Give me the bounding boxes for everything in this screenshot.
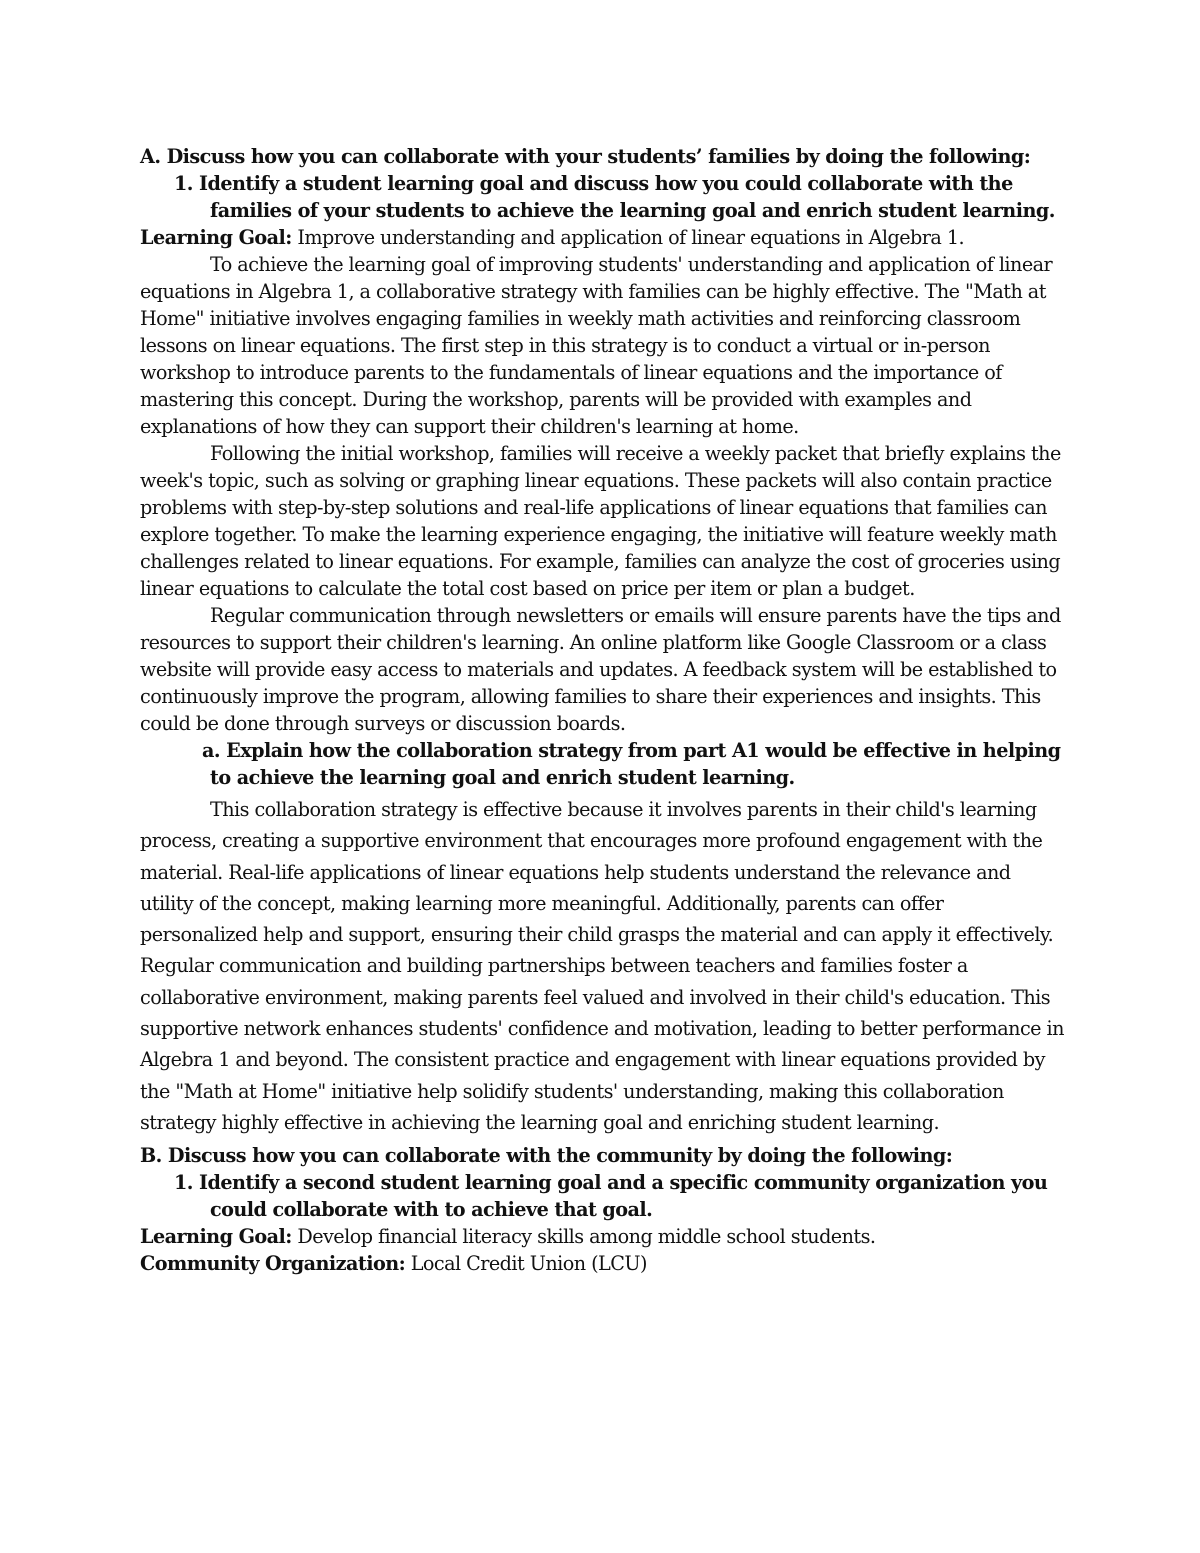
section-a-paragraph-2: Following the initial workshop, families will receive a weekly packet that briefly explains the week's topic, such as solving or graphing linear equations. These packets will also contain practice problems with step-by-step solutions and real-life applications of linear equations that families can explore together. To make the learning experience engaging, the initiative will feature weekly math challenges related to linear equations. For example, families can analyze the cost of groceries using linear equations to calculate the total cost based on price per item or plan a budget. (140, 442, 1061, 600)
section-a-heading: A. Discuss how you can collaborate with your students’ families by doing the following: (140, 145, 1031, 168)
section-b-org-label: Community Organization: (140, 1252, 406, 1276)
section-b-item-1: 1. Identify a second student learning goal and a specific community organization you could collaborate with to achieve that goal. (174, 1171, 1048, 1222)
section-a-item-a-paragraph: This collaboration strategy is effective because it involves parents in their child's learning process, creating a supportive environment that encourages more profound engagement with the material. Real-life applications of linear equations help students understand the relevance and utility of the concept, making learning more meaningful. Additionally, parents can offer personalized help and support, ensuring their child grasps the material and can apply it effectively. Regular communication and building partnerships between teachers and families foster a collaborative environment, making parents feel valued and involved in their child's education. This supportive network enhances students' confidence and motivation, leading to better performance in Algebra 1 and beyond. The consistent practice and engagement with linear equations provided by the "Math at Home" initiative help solidify students' understanding, making this collaboration strategy highly effective in achieving the learning goal and enriching student learning. (140, 798, 1064, 1134)
section-b-goal-label: Learning Goal: (140, 1225, 292, 1249)
section-b-org-line (140, 1250, 1065, 1277)
section-b-goal-line (140, 1223, 1065, 1250)
section-a-paragraph-1: To achieve the learning goal of improving students' understanding and application of linear equations in Algebra 1, a collaborative strategy with families can be highly effective. The "Math at Home" initiative involves engaging families in weekly math activities and reinforcing classroom lessons on linear equations. The first step in this strategy is to conduct a virtual or in-person workshop to introduce parents to the fundamentals of linear equations and the importance of mastering this concept. During the workshop, parents will be provided with examples and explanations of how they can support their children's learning at home. (140, 253, 1053, 438)
section-a-paragraph-3: Regular communication through newsletters or emails will ensure parents have the tips and resources to support their children's learning. An online platform like Google Classroom or a class website will provide easy access to materials and updates. A feedback system will be established to continuously improve the program, allowing families to share their experiences and insights. This could be done through surveys or discussion boards. (140, 604, 1061, 735)
section-a-item-a: a. Explain how the collaboration strategy from part A1 would be effective in helping to achieve the learning goal and enrich student learning. (202, 739, 1061, 789)
section-b-heading: B. Discuss how you can collaborate with the community by doing the following: (140, 1144, 953, 1168)
section-a-item-1: 1. Identify a student learning goal and discuss how you could collaborate with the families of your students to achieve the learning goal and enrich student learning. (174, 172, 1055, 222)
section-b-goal-text: Develop financial literacy skills among middle school students. (291, 1225, 876, 1249)
section-a-goal-line (140, 224, 1065, 251)
section-a-goal-label: Learning Goal: (140, 226, 292, 249)
document-body (140, 143, 1065, 1277)
section-a-goal-text: Improve understanding and application of linear equations in Algebra 1. (291, 226, 965, 249)
section-b-org-text: Local Credit Union (LCU) (405, 1252, 647, 1276)
